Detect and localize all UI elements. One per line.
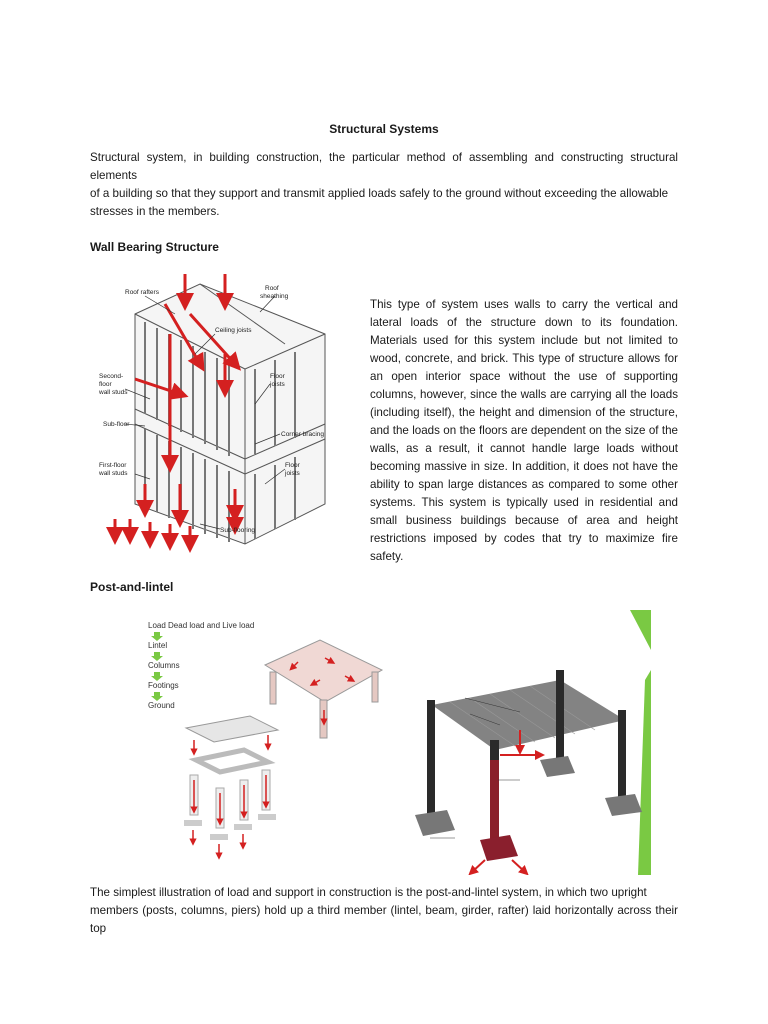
wall-bearing-heading: Wall Bearing Structure bbox=[90, 240, 219, 254]
label-first-floor-studs: First-floor bbox=[99, 462, 127, 469]
intro-line: stresses in the members. bbox=[90, 205, 220, 218]
label-floor-joists-lower: Floor bbox=[285, 462, 300, 469]
post-and-lintel-line: members (posts, columns, piers) hold up a third member (lintel, beam, girder, rafter) laid horizontally across their top bbox=[90, 904, 678, 935]
label-roof-rafters: Roof rafters bbox=[125, 289, 159, 296]
load-path-item: Lintel bbox=[148, 641, 168, 650]
label-floor-joists: joists bbox=[270, 381, 285, 388]
post-and-lintel-text bbox=[90, 884, 678, 938]
load-path-item: Footings bbox=[148, 681, 179, 690]
label-sub-flooring: Sub-flooring bbox=[220, 527, 256, 534]
post-and-lintel-heading: Post-and-lintel bbox=[90, 580, 174, 594]
label-second-floor-studs: floor bbox=[99, 381, 112, 388]
intro-line: Structural system, in building construction, the particular method of assembling and constructing structural elements bbox=[90, 151, 678, 182]
load-path-item: Ground bbox=[148, 701, 175, 710]
wall-bearing-figure bbox=[95, 274, 345, 554]
post-and-lintel-line: The simplest illustration of load and support in construction is the post-and-lintel system, in which two upright bbox=[90, 886, 647, 899]
label-roof-sheathing: sheathing bbox=[260, 293, 289, 300]
load-path-item: Columns bbox=[148, 661, 180, 670]
load-path-item: Load Dead load and Live load bbox=[148, 621, 255, 630]
label-first-floor-studs: wall studs bbox=[99, 470, 128, 477]
label-roof-sheathing: Roof bbox=[265, 285, 279, 292]
intro-paragraph bbox=[90, 149, 678, 221]
label-floor-joists-lower: joists bbox=[285, 470, 300, 477]
page-title: Structural Systems bbox=[329, 122, 439, 136]
label-sub-floor: Sub-floor bbox=[103, 421, 130, 428]
label-second-floor-studs: wall studs bbox=[99, 389, 128, 396]
wall-bearing-text: This type of system uses walls to carry the vertical and lateral loads of the structure down to its foundation. Materials used for this system include but not limited to wood, concrete, and brick. This type of structure allows for an open interior space without the use of supporting columns, however, since the walls are carrying all the loads (including itself), the height and dimension of the structure, and the loads on the floors are dependent on the size of the walls, as a result, it cannot handle large loads without becoming massive in size. In addition, it does not have the ability to span large distances as compared to some other systems. This system is typically used in residential and small business buildings because of area and height restrictions imposed by codes that try to maximize fire safety. bbox=[370, 298, 678, 563]
label-floor-joists: Floor bbox=[270, 373, 285, 380]
label-corner-bracing: Corner bracing bbox=[281, 431, 324, 438]
post-and-lintel-figure bbox=[120, 610, 651, 875]
intro-line: of a building so that they support and transmit applied loads safely to the ground without exceeding the allowable bbox=[90, 187, 669, 200]
label-second-floor-studs: Second- bbox=[99, 373, 124, 380]
label-ceiling-joists: Ceiling joists bbox=[215, 327, 252, 334]
